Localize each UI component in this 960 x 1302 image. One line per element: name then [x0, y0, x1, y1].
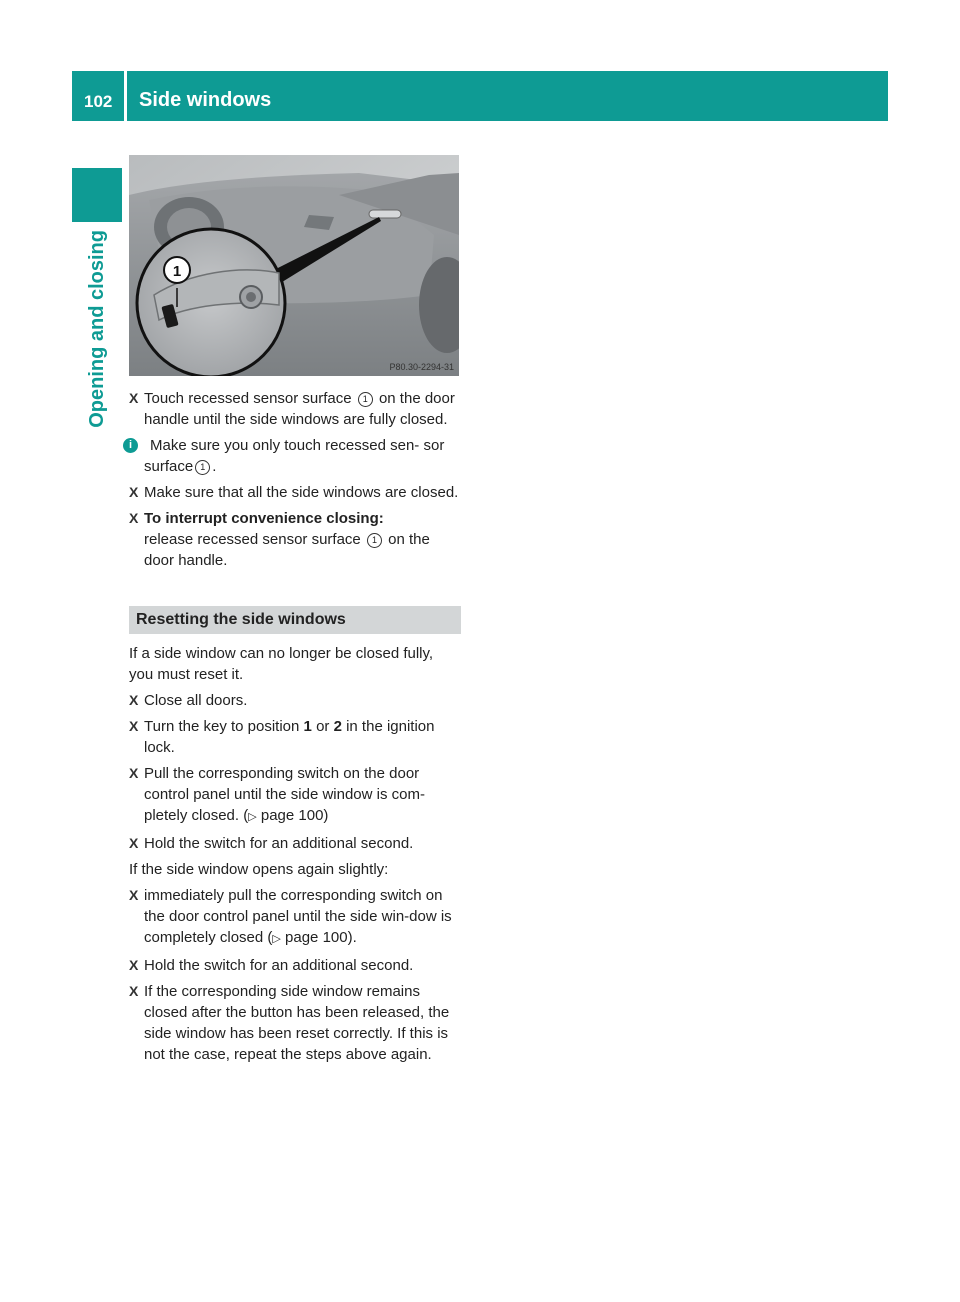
- instruction-step: [129, 833, 461, 854]
- figure-code: P80.30-2294-31: [389, 362, 454, 372]
- key-position: 2: [333, 718, 342, 735]
- door-handle-illustration: [129, 155, 459, 376]
- instruction-step: [129, 482, 461, 503]
- instruction-step: [129, 690, 461, 711]
- instruction-step: [129, 388, 461, 430]
- paragraph: If a side window can no longer be closed fully, you must reset it.: [129, 645, 434, 683]
- header-divider: [124, 71, 127, 121]
- page-reference-link[interactable]: page 100).: [285, 929, 357, 946]
- step-arrow-icon: X: [129, 390, 139, 406]
- step-text: in the ignition lock.: [144, 718, 435, 756]
- instruction-step: [129, 763, 461, 828]
- page-reference-link[interactable]: page 100): [260, 807, 329, 824]
- page-ref-icon: ▷: [272, 933, 281, 945]
- callout-label: 1: [172, 263, 182, 280]
- step-text: on the door handle.: [144, 531, 430, 569]
- page-header: [72, 71, 888, 121]
- page-title: Side windows: [139, 89, 272, 111]
- page-number: 102: [84, 92, 113, 111]
- step-arrow-icon: X: [129, 510, 139, 526]
- step-text: on the door handle until the side windows are fully closed.: [144, 390, 455, 428]
- step-text: Touch recessed sensor surface: [144, 390, 352, 407]
- step-text: Close all doors.: [144, 692, 248, 709]
- step-text: or: [316, 718, 330, 735]
- step-arrow-icon: X: [129, 765, 139, 781]
- section-heading: Resetting the side windows: [129, 606, 461, 634]
- note-text: sor surface: [144, 437, 445, 475]
- chapter-label-text: Opening and closing: [85, 230, 108, 428]
- step-arrow-icon: X: [129, 484, 139, 500]
- step-text: Turn the key to position: [144, 718, 300, 735]
- circled-ref: 1: [367, 533, 382, 548]
- note-text: .: [212, 458, 217, 475]
- step-text: immediately pull the corresponding switch on the door control panel until the side win-dow is completely closed (: [144, 887, 452, 946]
- step-arrow-icon: X: [129, 957, 139, 973]
- instruction-step: [129, 885, 461, 950]
- info-note: [129, 435, 461, 477]
- key-position: 1: [303, 718, 312, 735]
- step-text: Pull the corresponding switch on the door control panel until the side window is com-pletely closed. (: [144, 765, 425, 824]
- instruction-step: [129, 508, 461, 571]
- chapter-label: [72, 230, 122, 550]
- step-arrow-icon: X: [129, 887, 139, 903]
- instruction-step: [129, 716, 461, 758]
- note-text: Make sure you only touch recessed sen-: [150, 437, 420, 454]
- body-text: [129, 388, 461, 1070]
- step-text: Hold the switch for an additional second.: [144, 957, 414, 974]
- step-arrow-icon: X: [129, 718, 139, 734]
- step-text: Make sure that all the side windows are closed.: [144, 484, 459, 501]
- step-text: release recessed sensor surface: [144, 531, 361, 548]
- info-icon: i: [123, 438, 138, 453]
- paragraph: If the side window opens again slightly:: [129, 861, 389, 878]
- instruction-step: [129, 981, 461, 1065]
- step-arrow-icon: X: [129, 835, 139, 851]
- chapter-tab: [72, 168, 122, 222]
- circled-ref: 1: [358, 392, 373, 407]
- step-heading: To interrupt convenience closing:: [144, 510, 384, 527]
- circled-ref: 1: [195, 460, 210, 475]
- instruction-step: [129, 955, 461, 976]
- page-ref-icon: ▷: [248, 811, 257, 823]
- step-arrow-icon: X: [129, 692, 139, 708]
- step-arrow-icon: X: [129, 983, 139, 999]
- step-text: Hold the switch for an additional second.: [144, 835, 414, 852]
- step-text: If the corresponding side window remains closed after the button has been released, the side window has been reset correctly. If this is not the case, repeat the steps above again.: [144, 983, 450, 1063]
